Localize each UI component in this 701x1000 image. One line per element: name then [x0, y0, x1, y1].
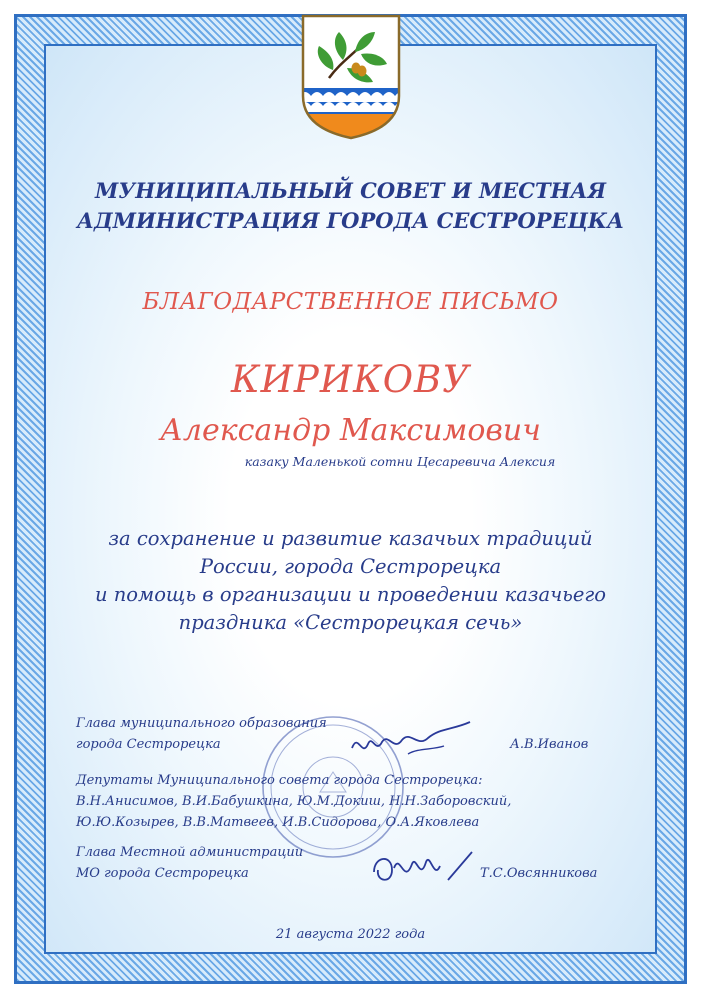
head-mo-signatory: А.В.Иванов: [510, 737, 589, 752]
signature-ovsyannikova: [368, 842, 478, 892]
deputies-names-line-1: В.Н.Анисимов, В.И.Бабушкина, Ю.М.Докиш, Н.Н.Заборовский,: [76, 794, 512, 809]
head-mo-position-line-1: Глава муниципального образования: [76, 716, 327, 731]
issue-date: 21 августа 2022 года: [275, 927, 426, 942]
issuer-line-2: АДМИНИСТРАЦИЯ ГОРОДА СЕСТРОРЕЦКА: [76, 208, 625, 233]
head-admin-signatory: Т.С.Овсянникова: [480, 866, 598, 881]
recipient-name: Александр Максимович: [160, 413, 541, 448]
deputies-names-line-2: Ю.Ю.Козырев, В.В.Матвеев, И.В.Сидорова, О.А.Яковлева: [76, 815, 480, 830]
head-admin-position-line-1: Глава Местной администрации: [76, 845, 304, 860]
recipient-surname: КИРИКОВУ: [231, 358, 470, 401]
head-mo-position-line-2: города Сестрорецка: [76, 737, 221, 752]
gratitude-reason: [0, 525, 701, 637]
document-title: БЛАГОДАРСТВЕННОЕ ПИСЬМО: [142, 289, 559, 315]
reason-line: и помощь в организации и проведении казачьего: [94, 583, 607, 606]
head-admin-position: [76, 842, 303, 884]
signature-ivanov: [348, 718, 478, 764]
recipient-rank: казаку Маленькой сотни Цесаревича Алексия: [244, 454, 556, 469]
coat-of-arms-icon: [299, 12, 403, 140]
reason-line: России, города Сестрорецка: [199, 555, 502, 578]
deputies-title: Депутаты Муниципального совета города Сестрорецка:: [76, 773, 483, 788]
head-mo-position: [76, 713, 327, 755]
reason-line: за сохранение и развитие казачьих традиций: [108, 527, 593, 550]
issuer-line-1: МУНИЦИПАЛЬНЫЙ СОВЕТ И МЕСТНАЯ: [94, 178, 607, 203]
deputies-block: [76, 770, 511, 833]
issuer-title: [0, 176, 701, 236]
reason-line: праздника «Сестрорецкая сечь»: [178, 611, 523, 634]
head-admin-position-line-2: МО города Сестрорецка: [76, 866, 249, 881]
